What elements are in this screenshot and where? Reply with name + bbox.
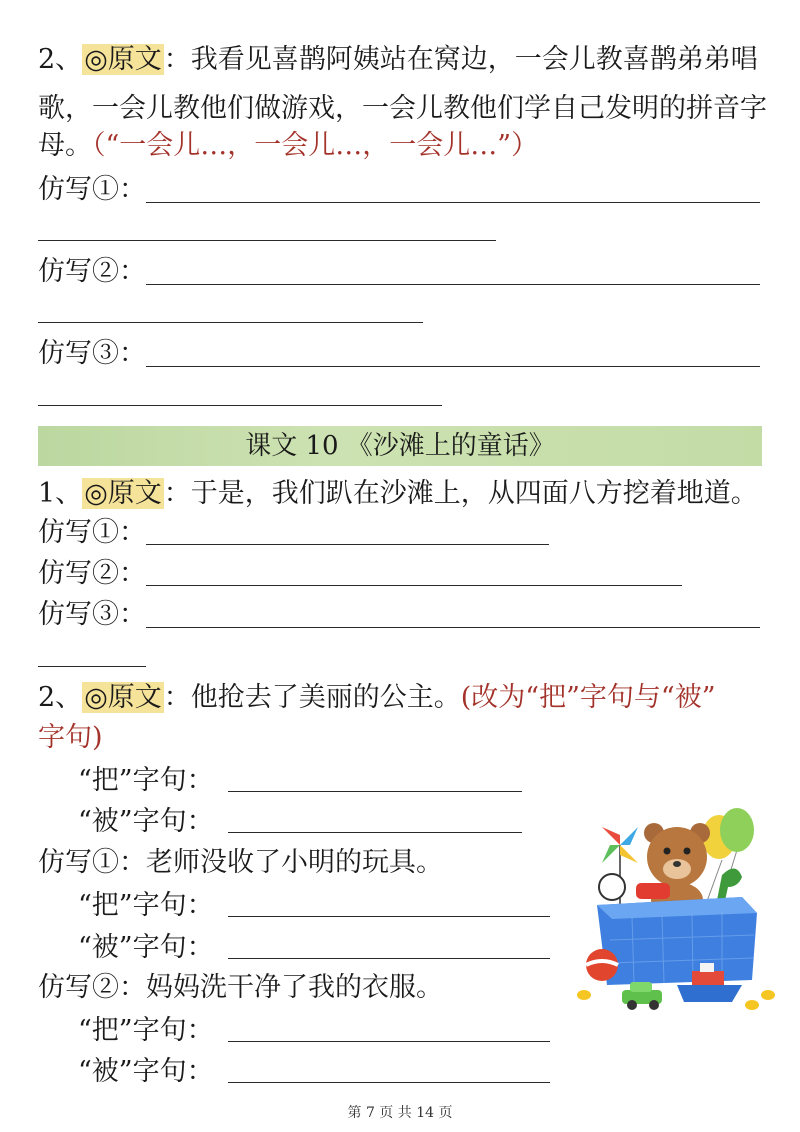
original-text: 他抢去了美丽的公主。	[190, 682, 461, 713]
answer-line[interactable]	[228, 832, 522, 833]
answer-line[interactable]	[146, 366, 760, 367]
hint-text-cont: 字句)	[38, 722, 103, 753]
original-text-marker: ◎原文	[84, 682, 162, 713]
answer-line[interactable]	[146, 284, 760, 285]
colon: ：	[163, 682, 191, 713]
duck-icon	[761, 990, 775, 1000]
answer-line[interactable]	[146, 627, 760, 628]
colon: ：	[163, 478, 191, 509]
answer-line[interactable]	[38, 322, 423, 323]
item-number: 2、	[38, 44, 83, 75]
original-text: 于是，我们趴在沙滩上，从四面八方挖着地道。	[190, 478, 758, 509]
copy-label-3: 仿写③：	[38, 599, 146, 630]
ba-label: “把”字句：	[78, 890, 214, 921]
toy-car-green	[622, 982, 662, 1010]
original-text-marker: ◎原文	[84, 44, 162, 75]
answer-line[interactable]	[228, 916, 550, 917]
toy-box-illustration	[572, 805, 782, 1020]
duck-icon	[577, 990, 591, 1000]
item-c-line1	[38, 680, 716, 716]
bei-label: “被”字句：	[78, 1056, 214, 1087]
original-text: 我看见喜鹊阿姨站在窝边，一会儿教喜鹊弟弟唱	[190, 44, 758, 75]
green-balloon	[720, 808, 754, 852]
copy-label-1: 仿写①：	[38, 174, 146, 205]
bei-label: “被”字句：	[78, 932, 214, 963]
answer-line[interactable]	[38, 666, 146, 667]
soccer-ball-icon	[599, 874, 625, 900]
section-header	[38, 426, 762, 466]
answer-line[interactable]	[228, 1082, 550, 1083]
answer-line[interactable]	[228, 791, 522, 792]
original-text-marker: ◎原文	[84, 478, 162, 509]
copy-label-3: 仿写③：	[38, 338, 146, 369]
answer-line[interactable]	[228, 958, 550, 959]
ba-label: “把”字句：	[78, 1015, 214, 1046]
answer-line[interactable]	[146, 202, 760, 203]
item-a-line1	[38, 42, 758, 78]
item-a-line3	[38, 128, 538, 164]
answer-line[interactable]	[38, 405, 442, 406]
answer-line[interactable]	[146, 585, 682, 586]
copy-label-1: 仿写①：	[38, 517, 146, 548]
item-b-line	[38, 476, 758, 512]
item-a-line2: 歌，一会儿教他们做游戏，一会儿教他们学自己发明的拼音字	[38, 93, 767, 124]
ba-label: “把”字句：	[78, 765, 214, 796]
bei-label: “被”字句：	[78, 806, 214, 837]
original-text-end: 母。	[38, 130, 92, 161]
copy-label-2: 仿写②：	[38, 256, 146, 287]
answer-line[interactable]	[38, 240, 496, 241]
item-number: 2、	[38, 682, 83, 713]
toy-car	[636, 883, 670, 899]
answer-line[interactable]	[146, 544, 549, 545]
section-title: 课文 10 《沙滩上的童话》	[245, 431, 555, 461]
answer-line[interactable]	[228, 1041, 550, 1042]
example-sentence-2: 仿写②：妈妈洗干净了我的衣服。	[38, 972, 443, 1003]
item-number: 1、	[38, 478, 83, 509]
hint-text: （“一会儿…，一会儿…，一会儿…”）	[92, 130, 539, 161]
copy-label-2: 仿写②：	[38, 558, 146, 589]
colon: ：	[163, 44, 191, 75]
example-sentence-1: 仿写①：老师没收了小明的玩具。	[38, 847, 443, 878]
page-number: 第 7 页 共 14 页	[347, 1105, 453, 1121]
duck-icon	[745, 1000, 759, 1010]
hint-text: (改为“把”字句与“被”	[460, 682, 716, 713]
